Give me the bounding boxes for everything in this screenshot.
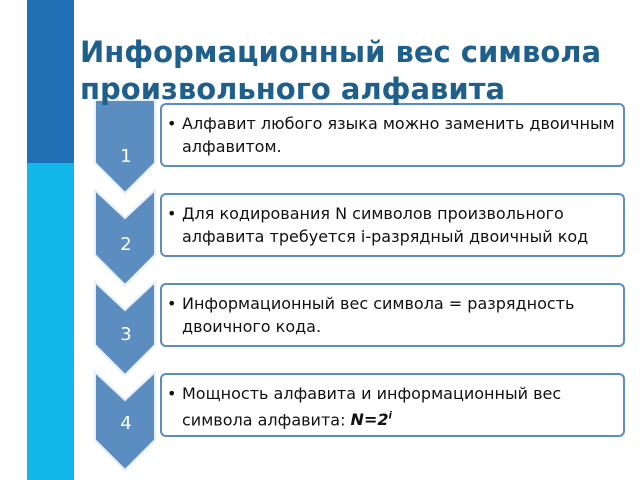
step-2-text: Для кодирования N символов произвольного алфавита требуется i-разрядный двоичный код [182, 204, 589, 246]
formula-exponent: i [388, 411, 392, 422]
step-4-text-block [167, 382, 617, 431]
step-3-number: 3 [120, 324, 132, 345]
formula-base: N=2 [350, 410, 389, 430]
step-1-number: 1 [120, 146, 132, 167]
bullet: • [167, 294, 177, 313]
bullet: • [167, 204, 177, 223]
bullet: • [167, 114, 177, 133]
step-3-text-block [167, 292, 617, 338]
step-4-text-wrapper [167, 382, 617, 431]
step-4-number: 4 [120, 413, 132, 434]
step-1-text: Алфавит любого языка можно заменить двоичным алфавитом. [182, 114, 615, 156]
formula [351, 410, 392, 429]
step-2-text-block [167, 202, 617, 248]
step-2-number: 2 [120, 234, 132, 255]
step-3-text: Информационный вес символа = разрядность двоичного кода. [182, 294, 575, 336]
step-1-text-block [167, 112, 617, 158]
step-4-text: Мощность алфавита и информационный вес символа алфавита: [182, 384, 562, 430]
page-title: Информационный вес символа произвольного алфавита [80, 35, 602, 106]
bullet: • [167, 384, 177, 403]
